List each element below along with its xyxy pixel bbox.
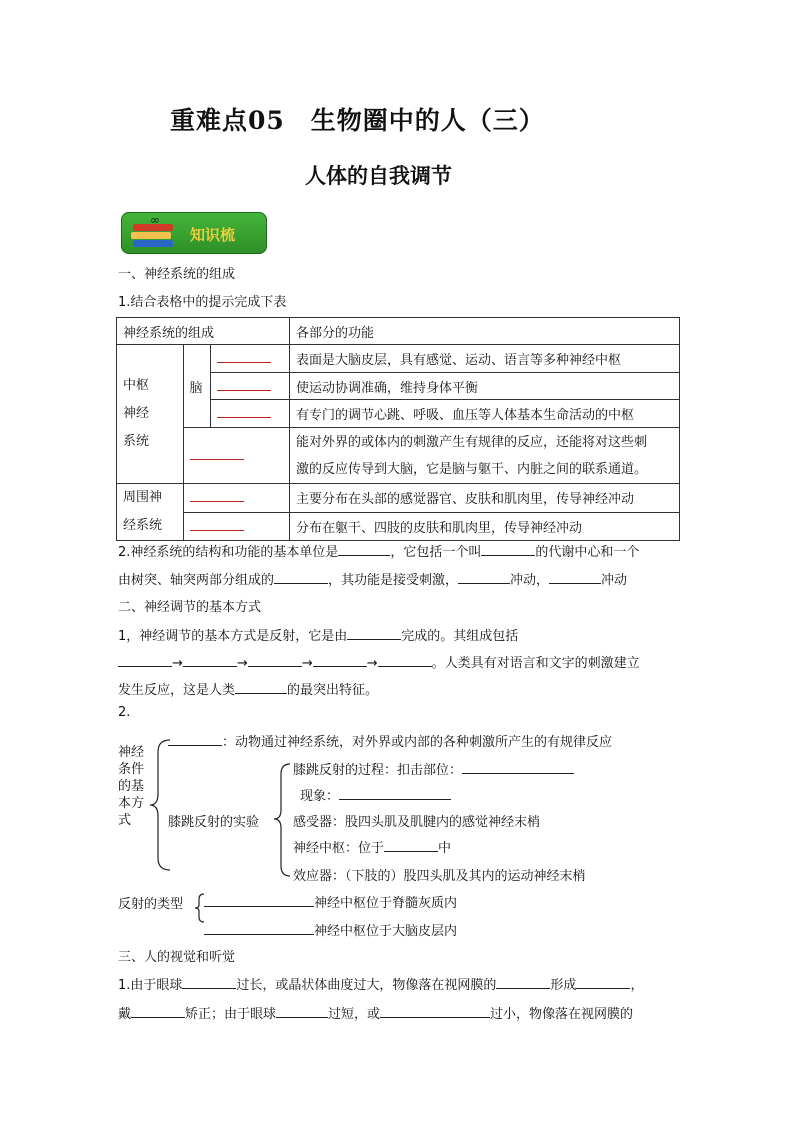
knee-jerk-experiment-label: 膝跳反射的实验	[168, 815, 260, 830]
reflex-definition: ：动物通过神经系统，对外界或内部的各种刺激所产生的有规律反应	[168, 731, 612, 750]
table-cell: 使运动协调准确，维持身体平衡	[290, 373, 680, 400]
answer-blank	[190, 447, 244, 460]
side-label: 神经 条件 的基 本方 式	[118, 745, 145, 828]
glasses-icon: ∞	[150, 213, 160, 227]
table-cell: 能对外界的或体内的刺激产生有规律的反应，还能将对这些刺 激的反应传导到大脑，它是脑与躯干、内脏之间的联系通道。	[290, 428, 680, 484]
table-header-composition: 神经系统的组成	[117, 318, 290, 345]
book-icon-2	[131, 232, 171, 239]
table-row[interactable]	[211, 373, 290, 400]
experiment-line-2: 现象：	[300, 785, 451, 804]
table-header-function: 各部分的功能	[290, 318, 680, 345]
question-1: 1.结合表格中的提示完成下表	[118, 295, 287, 310]
question-2-line-2: 由树突、轴突两部分组成的 ，其功能是接受刺激， 冲动， 冲动	[118, 573, 628, 588]
central-nervous-label: 中枢 神经 系统	[117, 345, 184, 484]
paragraph-2-1-line-2: → → → → 。人类具有对语言和文字的刺激建立	[118, 652, 640, 671]
table-cell: 分布在躯干、四肢的皮肤和肌肉里，传导神经冲动	[290, 512, 680, 541]
section-heading-1: 一、神经系统的组成	[118, 267, 236, 282]
table-row[interactable]	[211, 345, 290, 373]
question-2-line-1: 2.神经系统的结构和功能的基本单位是 ，它包括一个叫 的代谢中心和一个	[118, 545, 640, 560]
section-heading-2: 二、神经调节的基本方式	[118, 600, 262, 615]
nervous-system-table	[116, 317, 680, 541]
table-row[interactable]	[183, 484, 289, 513]
table-row[interactable]	[183, 512, 289, 541]
paragraph-2-1-line-1: 1，神经调节的基本方式是反射，它是由 完成的。其组成包括	[118, 629, 519, 644]
table-cell: 主要分布在头部的感觉器官、皮肤和肌肉里，传导神经冲动	[290, 484, 680, 513]
experiment-line-1: 膝跳反射的过程：扣击部位：	[293, 759, 574, 778]
outer-brace-icon	[148, 738, 172, 872]
badge-label: 知识梳	[190, 226, 236, 244]
experiment-line-5: 效应器：（下肢的）股四头肌及其内的运动神经末梢	[293, 869, 586, 884]
reflex-types-label: 反射的类型	[118, 897, 184, 912]
paragraph-2-2-label: 2.	[118, 705, 131, 720]
section-heading-3: 三、人的视觉和听觉	[118, 950, 236, 965]
answer-blank	[217, 405, 271, 418]
answer-blank	[217, 378, 271, 391]
answer-blank	[190, 489, 244, 502]
peripheral-nervous-label: 周围神 经系统	[117, 484, 184, 541]
table-cell: 表面是大脑皮层，具有感觉、运动、语言等多种神经中枢	[290, 345, 680, 373]
paragraph-3-line-1: 1.由于眼球 过长，或晶状体曲度过大，物像落在视网膜的 形成 ，	[118, 978, 644, 993]
table-row[interactable]	[211, 400, 290, 428]
paragraph-3-line-2: 戴 矫正；由于眼球 过短，或 过小，物像落在视网膜的	[118, 1007, 634, 1022]
page-title: 重难点05 生物圈中的人（三）	[170, 106, 545, 135]
reflex-type-2: 神经中枢位于大脑皮层内	[204, 920, 457, 939]
answer-blank	[217, 350, 271, 363]
table-row[interactable]	[183, 428, 289, 484]
reflex-type-1: 神经中枢位于脊髓灰质内	[204, 892, 457, 911]
page-subtitle: 人体的自我调节	[305, 163, 452, 188]
paragraph-2-1-line-3: 发生反应，这是人类 的最突出特征。	[118, 683, 379, 698]
experiment-line-3: 感受器：股四头肌及肌腱内的感觉神经末梢	[293, 815, 541, 830]
answer-blank	[190, 518, 244, 531]
inner-brace-icon	[272, 762, 292, 878]
table-cell: 有专门的调节心跳、呼吸、血压等人体基本生命活动的中枢	[290, 400, 680, 428]
experiment-line-4: 神经中枢：位于 中	[293, 841, 452, 856]
book-icon-3	[133, 240, 173, 247]
brain-label: 脑	[183, 345, 211, 428]
